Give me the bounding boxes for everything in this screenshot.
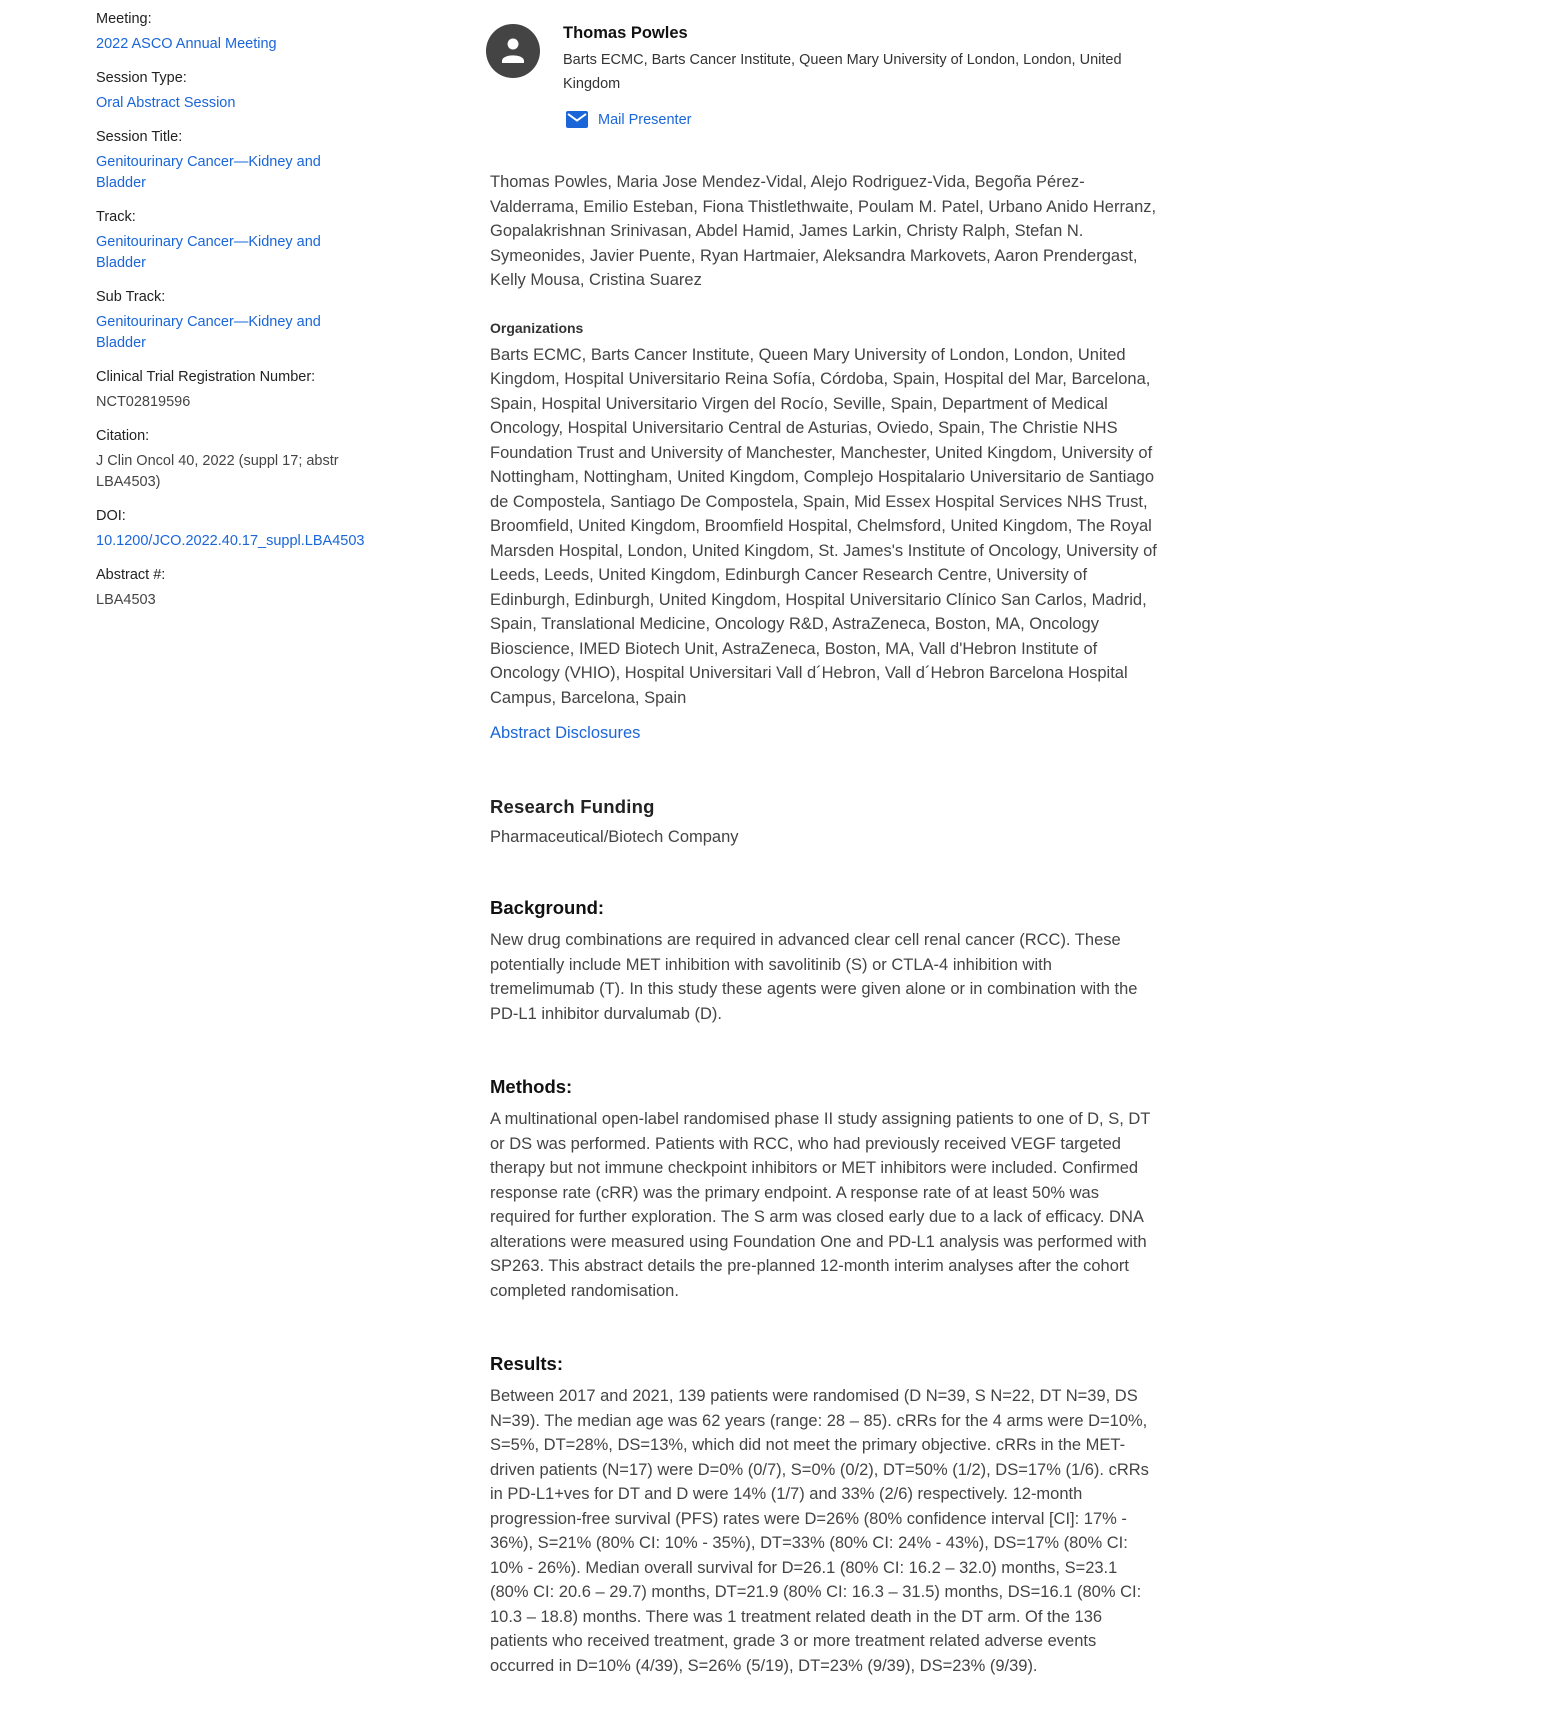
meta-label: Sub Track: xyxy=(96,289,166,305)
methods-heading: Methods: xyxy=(490,1076,573,1097)
results-text: Between 2017 and 2021, 139 patients were randomised (D N=39, S N=22, DT N=39, DS N=39). The median age was 62 years (range: 28 – 85). cRRs for the 4 arms were D=10%, S=5%, DT=28%, DS=13%, which did not meet the primary objective. cRRs in the MET-driven patients (N=17) were D=0% (0/7), S=0% (0/2), DT=50% (1/2), DS=17% (1/6). cRRs in PD-L1+ves for DT and D were 14% (1/7) and 33% (2/6) respectively. 12-month progression-free survival (PFS) rates were D=26% (80% confidence interval [CI]: 17% - 36%), S=21% (80% CI: 10% - 35%), DT=33% (80% CI: 24% - 43%), DS=17% (80% CI: 10% - 26%). Median overall survival for D=26.1 (80% CI: 16.2 – 32.0) months, S=23.1 (80% CI: 20.6 – 29.7) months, DT=21.9 (80% CI: 16.3 – 31.5) months, DS=16.1 (80% CI: 10.3 – 18.8) months. There was 1 treatment related death in the DT arm. Of the 136 patients who received treatment, grade 3 or more treatment related adverse events occurred in D=10% (4/39), S=26% (5/19), DT=23% (9/39), DS=23% (9/39). xyxy=(490,1387,1149,1675)
meta-label: Clinical Trial Registration Number: xyxy=(96,369,316,385)
meta-label: DOI: xyxy=(96,508,126,524)
presenter-card xyxy=(490,0,1160,160)
citation-value: J Clin Oncol 40, 2022 (suppl 17; abstr LBA4503) xyxy=(96,453,339,490)
abstract-disclosures-link[interactable]: Abstract Disclosures xyxy=(490,724,641,742)
sub-track-link[interactable]: Genitourinary Cancer—Kidney and Bladder xyxy=(96,314,321,351)
meta-sub-track xyxy=(96,287,386,354)
trial-number-value: NCT02819596 xyxy=(96,394,191,410)
meta-label: Abstract #: xyxy=(96,567,166,583)
meta-trial-number xyxy=(96,367,386,413)
doi-link[interactable]: 10.1200/JCO.2022.40.17_suppl.LBA4503 xyxy=(96,533,365,549)
mail-presenter-button[interactable] xyxy=(566,111,691,128)
meeting-link[interactable]: 2022 ASCO Annual Meeting xyxy=(96,36,277,52)
avatar xyxy=(486,24,540,78)
mail-icon xyxy=(566,111,588,128)
methods-text: A multinational open-label randomised phase II study assigning patients to one of D, S, DT or DS was performed. Patients with RCC, who had previously received VEGF targeted therapy but not immune checkpoint inhibitors or MET inhibitors were included. Confirmed response rate (cRR) was the primary endpoint. A response rate of at least 50% was required for further exploration. The S arm was closed early due to a lack of efficacy. DNA alterations were measured using Foundation One and PD-L1 analysis was performed with SP263. This abstract details the pre-planned 12-month interim analyses after the cohort completed randomisation. xyxy=(490,1110,1151,1300)
session-type-link[interactable]: Oral Abstract Session xyxy=(96,95,236,111)
meta-abstract-number xyxy=(96,565,386,611)
meta-session-type xyxy=(96,68,386,114)
background-text: New drug combinations are required in advanced clear cell renal cancer (RCC). These potentially include MET inhibition with savolitinib (S) or CTLA-4 inhibition with tremelimumab (T). In this study these agents were given alone or in combination with the PD-L1 inhibitor durvalumab (D). xyxy=(490,931,1138,1023)
research-funding-text: Pharmaceutical/Biotech Company xyxy=(490,828,739,846)
organizations-heading: Organizations xyxy=(490,319,584,336)
organizations-text: Barts ECMC, Barts Cancer Institute, Queen Mary University of London, London, United Kingdom, Hospital Universitario Reina Sofía, Córdoba, Spain, Hospital del Mar, Barcelona, Spain, Hospital Universitario Virgen del Rocío, Seville, Spain, Department of Medical Oncology, Hospital Universitario Central de Asturias, Oviedo, Spain, The Christie NHS Foundation Trust and University of Manchester, Manchester, United Kingdom, University of Nottingham, Nottingham, United Kingdom, Complejo Hospitalario Universitario de Santiago de Compostela, Santiago De Compostela, Spain, Mid Essex Hospital Services NHS Trust, Broomfield, United Kingdom, Broomfield Hospital, Chelmsford, United Kingdom, The Royal Marsden Hospital, London, United Kingdom, St. James's Institute of Oncology, University of Leeds, Leeds, United Kingdom, Edinburgh Cancer Research Centre, University of Edinburgh, Edinburgh, United Kingdom, Hospital Universitario Clínico San Carlos, Madrid, Spain, Translational Medicine, Oncology R&D, AstraZeneca, Boston, MA, Oncology Bioscience, IMED Biotech Unit, AstraZeneca, Boston, MA, Vall d'Hebron Institute of Oncology (VHIO), Hospital Universitari Vall d´Hebron, Vall d´Hebron Barcelona Hospital Campus, Barcelona, Spain xyxy=(490,345,1157,707)
authors-list: Thomas Powles, Maria Jose Mendez-Vidal, Alejo Rodriguez-Vida, Begoña Pérez-Valderrama, Emilio Esteban, Fiona Thistlethwaite, Poulam M. Patel, Urbano Anido Herranz, Gopalakrishnan Srinivasan, Abdel Hamid, James Larkin, Christy Ralph, Stefan N. Symeonides, Javier Puente, Ryan Hartmaier, Aleksandra Markovets, Aaron Prendergast, Kelly Mousa, Cristina Suarez xyxy=(490,173,1157,289)
meta-session-title xyxy=(96,127,386,194)
meta-sidebar xyxy=(96,9,386,611)
meta-citation xyxy=(96,426,386,493)
mail-presenter-label: Mail Presenter xyxy=(598,111,692,128)
meta-track xyxy=(96,207,386,274)
background-heading: Background: xyxy=(490,897,605,918)
abstract-main xyxy=(490,0,1160,1678)
meta-label: Citation: xyxy=(96,428,150,444)
research-funding-heading: Research Funding xyxy=(490,796,655,817)
meta-label: Meeting: xyxy=(96,11,152,27)
session-title-link[interactable]: Genitourinary Cancer—Kidney and Bladder xyxy=(96,154,321,191)
meta-label: Session Title: xyxy=(96,129,183,145)
meta-meeting xyxy=(96,9,386,55)
meta-label: Track: xyxy=(96,209,136,225)
meta-doi xyxy=(96,506,386,552)
presenter-affiliation: Barts ECMC, Barts Cancer Institute, Queen Mary University of London, London, United Kingdom xyxy=(563,52,1122,92)
results-heading: Results: xyxy=(490,1353,563,1374)
presenter-name: Thomas Powles xyxy=(563,24,688,42)
abstract-number-value: LBA4503 xyxy=(96,592,156,608)
meta-label: Session Type: xyxy=(96,70,187,86)
person-icon xyxy=(501,37,525,63)
track-link[interactable]: Genitourinary Cancer—Kidney and Bladder xyxy=(96,234,321,271)
